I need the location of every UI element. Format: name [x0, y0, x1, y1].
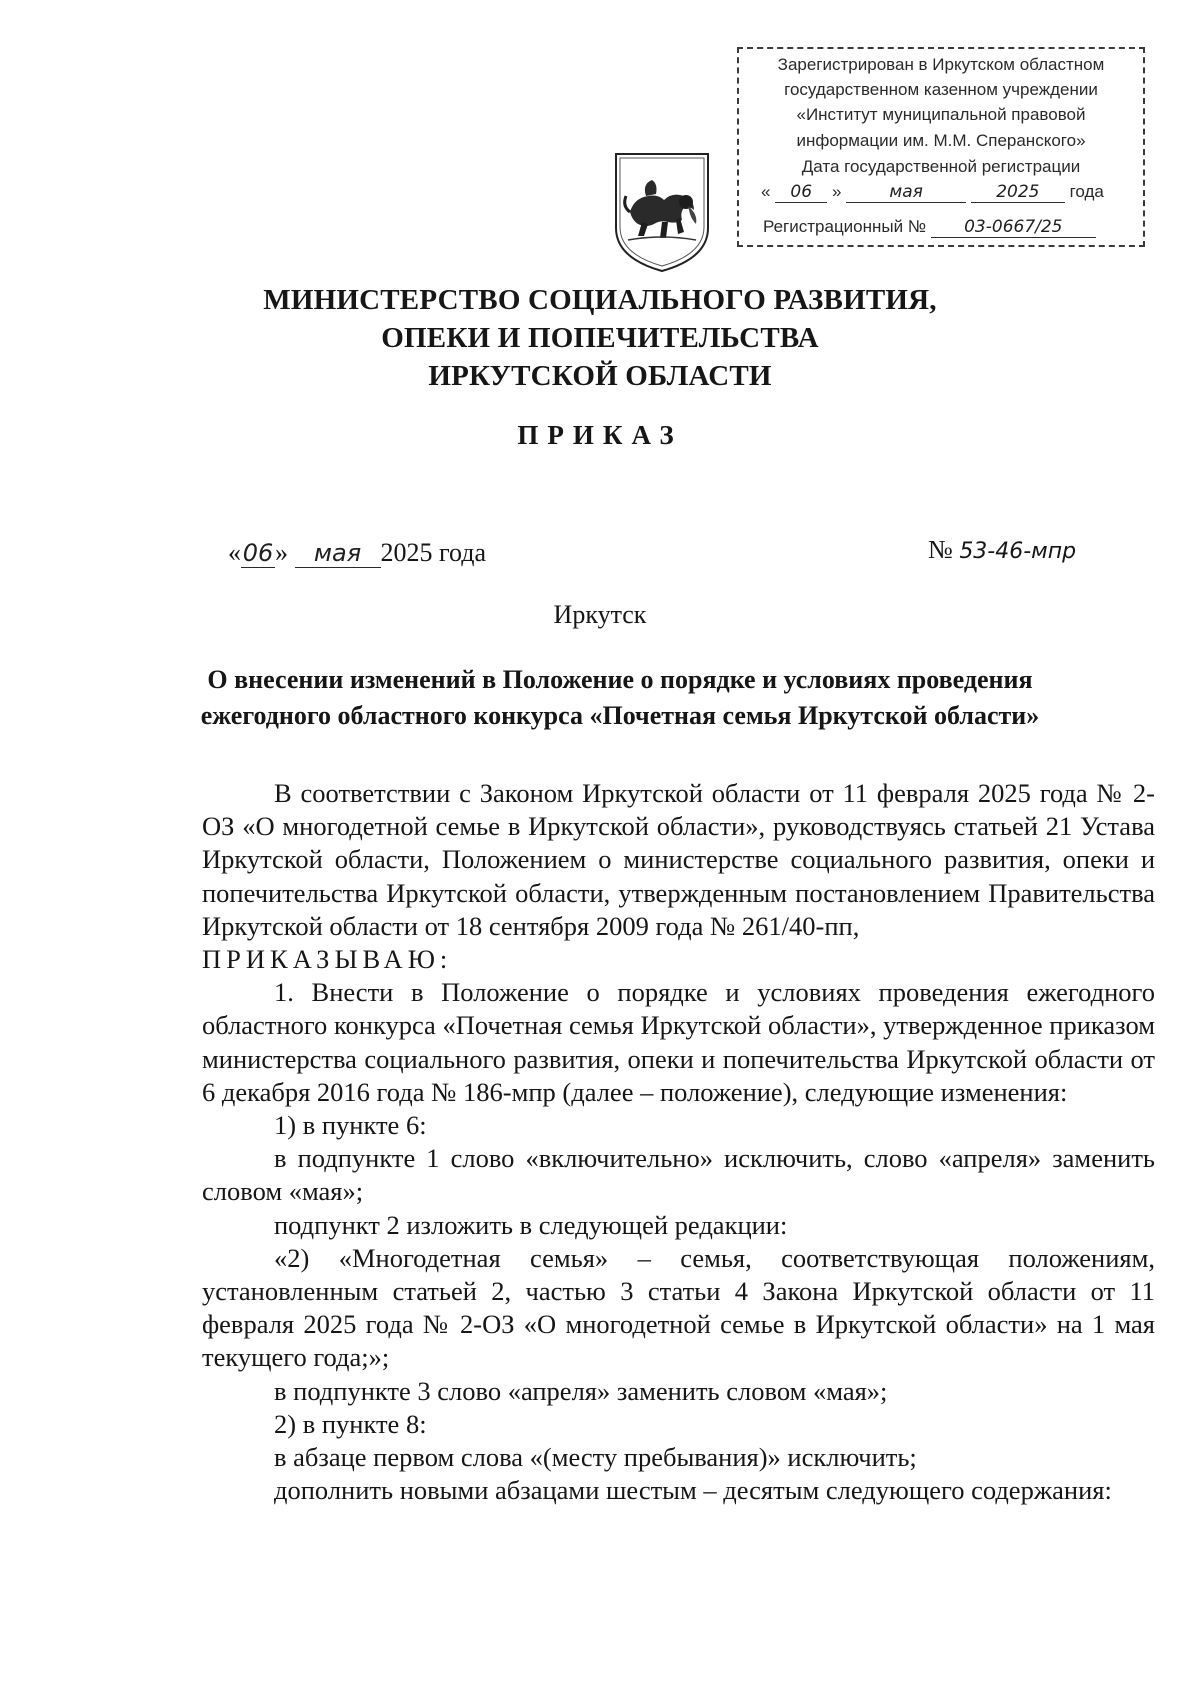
order-body	[202, 777, 1155, 1507]
order-date-open-quote: «	[228, 538, 241, 567]
stamp-line-2: государственном казенном учреждении	[784, 80, 1098, 99]
stamp-date-day: 06	[775, 182, 827, 203]
city-name: Иркутск	[553, 600, 647, 629]
order-subject-line-2: ежегодного областного конкурса «Почетная семья Иркутской области»	[200, 701, 1040, 730]
body-paragraph-subpoint-1: в подпункте 1 слово «включительно» исключить, слово «апреля» заменить словом «мая»;	[202, 1143, 1155, 1207]
order-date-year: 2025 года	[380, 538, 487, 567]
order-subject	[180, 662, 1060, 734]
order-subject-line-1: О внесении изменений в Положение о порядке и условиях проведения	[207, 665, 1033, 694]
ministry-heading-line-2: ОПЕКИ И ПОПЕЧИТЕЛЬСТВА	[381, 322, 819, 354]
stamp-registration-number	[763, 217, 1133, 238]
ministry-heading-line-3: ИРКУТСКОЙ ОБЛАСТИ	[428, 360, 772, 392]
body-paragraph-point-8-first: в абзаце первом слова «(месту пребывания)» исключить;	[274, 1442, 917, 1473]
stamp-date-year: 2025	[971, 182, 1065, 203]
order-date-day: 06	[242, 539, 274, 567]
document-type-title: ПРИКАЗ	[517, 420, 683, 450]
order-date-close-quote: »	[275, 538, 288, 567]
coat-of-arms-icon	[612, 150, 712, 275]
stamp-date-open-quote: «	[761, 182, 771, 201]
body-paragraph-point-8: 2) в пункте 8:	[274, 1408, 427, 1439]
stamp-reg-label: Регистрационный №	[763, 217, 927, 236]
order-number-label: №	[928, 535, 953, 564]
registration-stamp	[737, 47, 1145, 247]
order-number	[928, 535, 1076, 565]
order-date-month: мая	[295, 539, 381, 568]
stamp-date-close-quote: »	[831, 182, 842, 201]
stamp-line-4: информации им. М.М. Сперанского»	[796, 131, 1086, 150]
body-paragraph-subpoint-2-text: «2) «Многодетная семья» – семья, соответствующая положениям, установленным статьей 2, частью 3 статьи 4 Закона Иркутской области от 11 февраля 2025 года № 2-ОЗ «О многодетной семье в Иркутской области» на 1 мая текущего года;»;	[202, 1242, 1155, 1373]
body-paragraph-subpoint-3: в подпункте 3 слово «апреля» заменить словом «мая»;	[274, 1375, 888, 1406]
body-paragraph-point-8-addition: дополнить новыми абзацами шестым – десятым следующего содержания:	[274, 1475, 1112, 1506]
body-paragraph-point-6: 1) в пункте 6:	[274, 1110, 427, 1141]
stamp-date-month: мая	[846, 182, 966, 203]
stamp-line-1: Зарегистрирован в Иркутском областном	[777, 55, 1105, 74]
order-date	[228, 538, 486, 568]
body-paragraph-subpoint-2-intro: подпункт 2 изложить в следующей редакции:	[274, 1209, 788, 1240]
ministry-heading-line-1: МИНИСТЕРСТВО СОЦИАЛЬНОГО РАЗВИТИЯ,	[263, 284, 937, 316]
order-number-value: 53-46-мпр	[959, 539, 1077, 564]
body-paragraph-order-word: ПРИКАЗЫВАЮ:	[202, 944, 453, 975]
stamp-line-3: «Институт муниципальной правовой	[796, 105, 1086, 124]
stamp-reg-number: 03-0667/25	[931, 217, 1096, 238]
body-paragraph-preamble: В соответствии с Законом Иркутской области от 11 февраля 2025 года № 2-ОЗ «О многодетной семье в Иркутской области», руководствуясь статьей 21 Устава Иркутской области, Положением о министерстве социального развития, опеки и попечительства Иркутской области, утвержденным постановлением Правительства Иркутской области от 18 сентября 2009 года № 261/40-пп,	[202, 778, 1155, 941]
stamp-line-5: Дата государственной регистрации	[801, 157, 1081, 176]
body-paragraph-item-1: 1. Внести в Положение о порядке и условиях проведения ежегодного областного конкурса «Почетная семья Иркутской области», утвержденное приказом министерства социального развития, опеки и попечительства Иркутской области от 6 декабря 2016 года № 186-мпр (далее – положение), следующие изменения:	[202, 977, 1155, 1107]
stamp-date-year-suffix: года	[1069, 182, 1104, 201]
stamp-registration-date	[761, 182, 1131, 203]
